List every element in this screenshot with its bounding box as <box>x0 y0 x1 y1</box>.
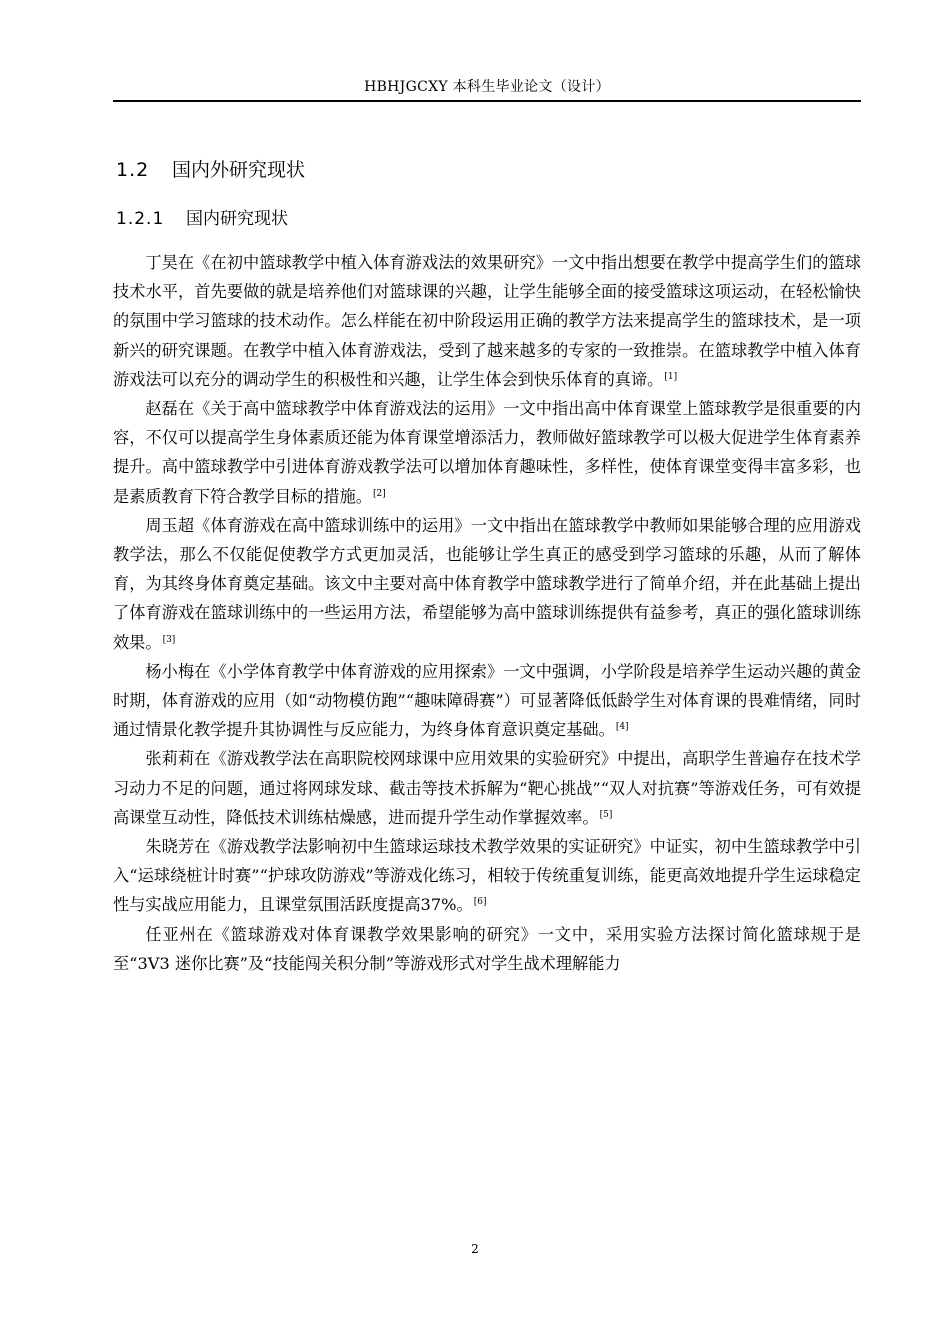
subsection-title: 国内研究现状 <box>186 209 288 229</box>
paragraph <box>113 394 861 511</box>
section-title: 国内外研究现状 <box>172 159 306 181</box>
paragraph-text: 赵磊在《关于高中篮球教学中体育游戏法的运用》一文中指出高中体育课堂上篮球教学是很重要的内容，不仅可以提高学生身体素质还能为体育课堂增添活力，教师做好篮球教学可以极大促进学生体育素养提升。高中篮球教学中引进体育游戏教学法可以增加体育趣味性，多样性，使体育课堂变得丰富多彩，也是素质教育下符合教学目标的措施。 <box>113 399 861 506</box>
paragraph-text: 周玉超《体育游戏在高中篮球训练中的运用》一文中指出在篮球教学中教师如果能够合理的应用游戏教学法，那么不仅能促使教学方式更加灵活，也能够让学生真正的感受到学习篮球的乐趣，从而了解体育，为其终身体育奠定基础。该文中主要对高中体育教学中篮球教学进行了简单介绍，并在此基础上提出了体育游戏在篮球训练中的一些运用方法，希望能够为高中篮球训练提供有益参考，真正的强化篮球训练效果。 <box>113 515 861 652</box>
paragraph-text: 朱晓芳在《游戏教学法影响初中生篮球运球技术教学效果的实证研究》中证实，初中生篮球教学中引入“运球绕桩计时赛”“护球攻防游戏”等游戏化练习，相较于传统重复训练，能更高效地提升学生运球稳定性与实战应用能力，且课堂氛围活跃度提高37%。 <box>113 837 861 915</box>
citation-ref: [1] <box>664 371 678 382</box>
paragraph <box>113 744 861 832</box>
subsection-heading <box>116 206 288 232</box>
citation-ref: [6] <box>473 897 487 908</box>
paragraph <box>113 657 861 745</box>
paragraph-text: 丁昊在《在初中篮球教学中植入体育游戏法的效果研究》一文中指出想要在教学中提高学生们的篮球技术水平，首先要做的就是培养他们对篮球课的兴趣，让学生能够全面的接受篮球这项运动，在轻松愉快的氛围中学习篮球的技术动作。怎么样能在初中阶段运用正确的教学方法来提高学生的篮球技术，是一项新兴的研究课题。在教学中植入体育游戏法，受到了越来越多的专家的一致推崇。在篮球教学中植入体育游戏法可以充分的调动学生的积极性和兴趣，让学生体会到快乐体育的真谛。 <box>113 253 861 389</box>
citation-ref: [4] <box>615 722 629 733</box>
paragraph <box>113 248 861 394</box>
citation-ref: [3] <box>162 634 176 645</box>
page-number: 2 <box>471 1242 479 1256</box>
subsection-number: 1.2.1 <box>116 209 165 229</box>
running-header: HBHJGCXY 本科生毕业论文（设计） <box>364 79 610 95</box>
header-rule <box>113 100 861 102</box>
paragraph <box>113 920 861 978</box>
section-number: 1.2 <box>116 159 150 181</box>
section-heading <box>116 156 305 184</box>
paragraph <box>113 832 861 920</box>
citation-ref: [5] <box>599 809 613 820</box>
paragraph-text: 张莉莉在《游戏教学法在高职院校网球课中应用效果的实验研究》中提出，高职学生普遍存在技术学习动力不足的问题，通过将网球发球、截击等技术拆解为“靶心挑战”“双人对抗赛”等游戏任务，可有效提高课堂互动性，降低技术训练枯燥感，进而提升学生动作掌握效率。 <box>113 749 861 827</box>
citation-ref: [2] <box>373 488 386 499</box>
body-text <box>113 248 861 978</box>
paragraph <box>113 511 861 657</box>
paragraph-text: 任亚州在《篮球游戏对体育课教学效果影响的研究》一文中，采用实验方法探讨简化篮球规于是至“3V3 迷你比赛”及“技能闯关积分制”等游戏形式对学生战术理解能力 <box>113 924 861 973</box>
paragraph-text: 杨小梅在《小学体育教学中体育游戏的应用探索》一文中强调，小学阶段是培养学生运动兴趣的黄金时期，体育游戏的应用（如“动物模仿跑”“趣味障碍赛”）可显著降低低龄学生对体育课的畏难情绪，同时通过情景化教学提升其协调性与反应能力，为终身体育意识奠定基础。 <box>113 661 861 740</box>
